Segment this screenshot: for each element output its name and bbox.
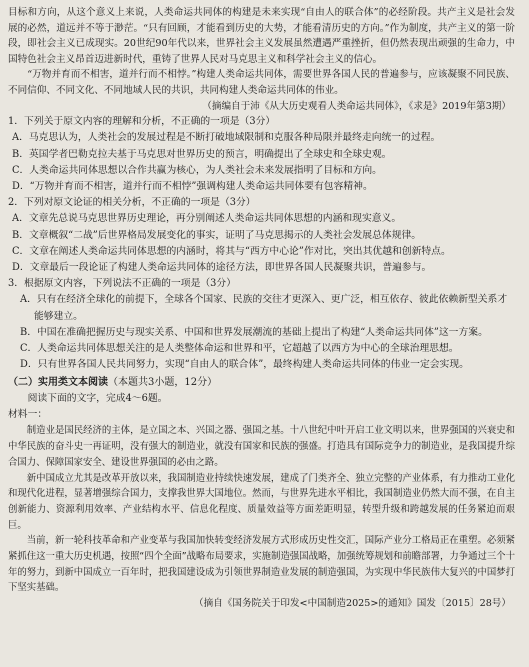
question-2 — [8, 195, 515, 276]
question-1 — [8, 114, 515, 195]
option-d: D．文章最后一段论证了构建人类命运共同体的途径方法，即世界各国人民凝聚共识，普遍参与。 — [12, 261, 432, 273]
section-instruction: 阅读下面的文字，完成4～6题。 — [27, 393, 168, 405]
material-paragraph-1: 制造业是国民经济的主体，是立国之本、兴国之器、强国之基。十八世纪中叶开启工业文明以来，世界强国的兴衰史和中华民族的奋斗史一再证明，没有强大的制造业，就没有国家和民族的强盛。打造具有国际竞争力的制造业，是我国提升综合国力、保障国家安全、建设世界强国的必由之路。 — [8, 425, 515, 468]
option-b: B．中国在准确把握历史与现实关系、中国和世界发展潮流的基础上提出了构建“人类命运共同体”这一方案。 — [20, 326, 488, 338]
option-a: A．只有在经济全球化的前提下，全球各个国家、民族的交往才更深入、更广泛，相互依存、彼此依赖新型关系才能够建立。 — [20, 294, 508, 322]
material-label: 材料一： — [8, 409, 48, 421]
option-d: D．只有世界各国人民共同努力，实现“自由人的联合体”，最终构建人类命运共同体的伟业一定会实现。 — [20, 359, 469, 371]
passage-source: （摘编自于沛《从大历史观看人类命运共同体》，《求是》2019年第3期） — [202, 100, 511, 112]
option-a: A．文章先总说马克思世界历史理论，再分别阐述人类命运共同体思想的内涵和现实意义。 — [12, 213, 402, 225]
option-b: B．英国学者巴勒克拉夫基于马克思对世界历史的预言，明确提出了全球史和全球史观。 — [12, 148, 392, 160]
section-title: （二）实用类文本阅读 — [8, 377, 108, 389]
question-stem: 2．下列对原文论证的相关分析，不正确的一项是（3分） — [8, 197, 256, 209]
question-stem: 3．根据原文内容，下列说法不正确的一项是（3分） — [8, 278, 236, 290]
section-heading — [8, 374, 515, 391]
material-paragraph-3: 当前，新一轮科技革命和产业变革与我国加快转变经济发展方式形成历史性交汇，国际产业分工格局正在重塑。必须紧紧抓住这一重大历史机遇，按照“四个全面”战略布局要求，实施制造强国战略，加强统筹规划和前瞻部署，力争通过三个十年的努力，到新中国成立一百年时，把我国建设成为引领世界制造业发展的制造强国，为实现中华民族伟大复兴的中国梦打下坚实基础。 — [8, 535, 515, 594]
option-b: B．文章概叙“二战”后世界格局发展变化的事实，证明了马克思揭示的人类社会发展总体规律。 — [12, 229, 422, 241]
option-c: C．人类命运共同体思想关注的是人类整体命运和世界和平，它超越了以西方为中心的全球治理思想。 — [20, 343, 459, 354]
question-3 — [8, 276, 515, 373]
option-a: A．马克思认为，人类社会的发展过程是不断打破地域限制和克服各种局限并最终走向统一的过程。 — [12, 132, 441, 144]
option-c: C．人类命运共同体思想以合作共赢为核心，为人类社会未来发展指明了目标和方向。 — [12, 164, 382, 176]
option-d: D．“万物并育而不相害，道并行而不相悖”强调构建人类命运共同体要有包容精神。 — [12, 180, 373, 192]
material-source: （摘自《国务院关于印发<中国制造2025>的通知》国发〔2015〕28号） — [194, 598, 511, 610]
option-c: C．文章在阐述人类命运共同体思想的内涵时，将其与“西方中心论”作对比，突出其优越和创新特点。 — [12, 245, 451, 257]
passage-paragraph-1: 目标和方向，从这个意义上来说，人类命运共同体的构建是未来实现“自由人的联合体”的必经阶段。共产主义是社会发展的必然，道远并不等于渺茫。“只有回顾，才能看到历史的大势，才能看清历史的方向。”作为制度，共产主义的第一阶段，即社会主义已成现实。20世纪90年代以来，世界社会主义发展虽然遭遇严重挫折，但仍然表现出顽强的生命力，中国特色社会主义昂首迈进新时代，重铸了世界人民对马克思主义和科学社会主义的信心。 — [8, 7, 515, 65]
passage-paragraph-2: “万物并育而不相害，道并行而不相悖。”构建人类命运共同体，需要世界各国人民的普遍参与，应该凝聚不同民族、不同信仰、不同文化、不同地域人民的共识，共同构建人类命运共同体的伟业。 — [8, 69, 515, 96]
material-paragraph-2: 新中国成立尤其是改革开放以来，我国制造业持续快速发展，建成了门类齐全、独立完整的产业体系，有力推动工业化和现代化进程，显著增强综合国力，支撑我世界大国地位。然而，与世界先进水平相比，我国制造业仍然大而不强，在自主创新能力、资源利用效率、产业结构水平、信息化程度、质量效益等方面差距明显，转型升级和跨越发展的任务紧迫而艰巨。 — [8, 472, 515, 531]
section-note: （本题共3小题，12分） — [108, 377, 218, 389]
question-stem: 1．下列关于原文内容的理解和分析，不正确的一项是（3分） — [8, 116, 276, 128]
